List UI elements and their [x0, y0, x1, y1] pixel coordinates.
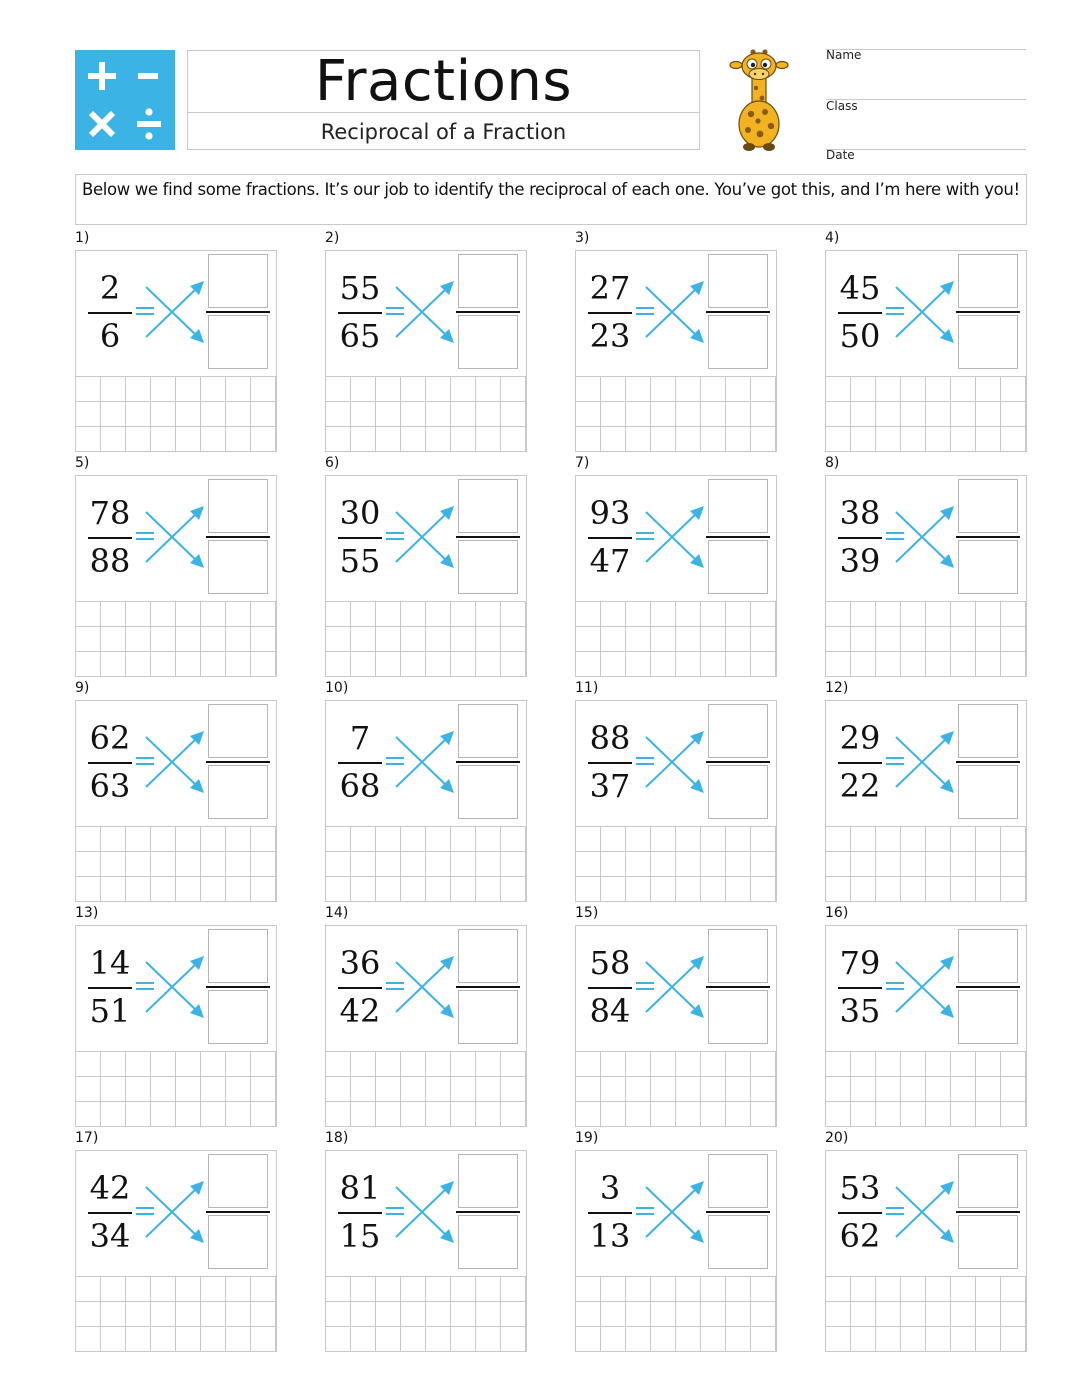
answer-numerator-box[interactable]	[708, 1154, 768, 1208]
answer-numerator-box[interactable]	[458, 479, 518, 533]
answer-denominator-box[interactable]	[208, 990, 268, 1044]
fraction-bar	[88, 762, 132, 764]
fraction-numerator: 55	[339, 269, 381, 307]
fraction-denominator: 84	[589, 992, 631, 1030]
problem-card	[325, 475, 527, 677]
work-grid[interactable]	[326, 826, 526, 902]
fraction-denominator: 23	[589, 317, 631, 355]
reciprocal-cross-arrow-icon	[634, 948, 708, 1020]
answer-numerator-box[interactable]	[708, 704, 768, 758]
fraction-denominator: 37	[589, 767, 631, 805]
problem-card	[825, 925, 1027, 1127]
work-grid[interactable]	[826, 601, 1026, 677]
fraction-numerator: 62	[89, 719, 131, 757]
problem-card	[325, 700, 527, 902]
problem-number: 17)	[75, 1130, 99, 1146]
answer-denominator-box[interactable]	[958, 765, 1018, 819]
problem-number: 10)	[325, 680, 349, 696]
worksheet-title: Fractions	[314, 49, 573, 114]
answer-fraction-bar	[206, 1211, 270, 1213]
problem-number: 15)	[575, 905, 599, 921]
problem-number: 20)	[825, 1130, 849, 1146]
answer-fraction-bar	[706, 1211, 770, 1213]
fraction-denominator: 47	[589, 542, 631, 580]
reciprocal-cross-arrow-icon	[884, 1173, 958, 1245]
answer-fraction-bar	[956, 986, 1020, 988]
worksheet-subtitle: Reciprocal of a Fraction	[320, 120, 567, 144]
problem-card	[325, 250, 527, 452]
work-grid[interactable]	[576, 601, 776, 677]
problem-number: 4)	[825, 230, 840, 246]
problem-card	[575, 475, 777, 677]
fraction-numerator: 7	[349, 719, 371, 757]
fraction-numerator: 88	[589, 719, 631, 757]
work-grid[interactable]	[76, 1276, 276, 1352]
answer-fraction-bar	[956, 761, 1020, 763]
fraction-numerator: 3	[599, 1169, 621, 1207]
fraction-numerator: 2	[99, 269, 121, 307]
answer-denominator-box[interactable]	[958, 990, 1018, 1044]
work-grid[interactable]	[826, 376, 1026, 452]
fraction-numerator: 81	[339, 1169, 381, 1207]
work-grid[interactable]	[576, 376, 776, 452]
answer-numerator-box[interactable]	[208, 479, 268, 533]
fraction-numerator: 38	[839, 494, 881, 532]
fraction-numerator: 36	[339, 944, 381, 982]
work-grid[interactable]	[826, 1051, 1026, 1127]
reciprocal-cross-arrow-icon	[634, 723, 708, 795]
answer-numerator-box[interactable]	[458, 704, 518, 758]
problem-card	[75, 475, 277, 677]
reciprocal-cross-arrow-icon	[884, 498, 958, 570]
answer-denominator-box[interactable]	[458, 1215, 518, 1269]
class-label: Class	[826, 99, 858, 113]
problem-number: 12)	[825, 680, 849, 696]
reciprocal-cross-arrow-icon	[384, 273, 458, 345]
name-label: Name	[826, 48, 862, 62]
answer-numerator-box[interactable]	[208, 929, 268, 983]
answer-fraction-bar	[456, 761, 520, 763]
answer-numerator-box[interactable]	[708, 479, 768, 533]
problem-card	[75, 700, 277, 902]
reciprocal-cross-arrow-icon	[384, 498, 458, 570]
problem-number: 13)	[75, 905, 99, 921]
answer-fraction-bar	[206, 311, 270, 313]
fraction-denominator: 65	[339, 317, 381, 355]
answer-numerator-box[interactable]	[208, 704, 268, 758]
divide-icon	[137, 108, 161, 139]
fraction-bar	[838, 762, 882, 764]
fraction-denominator: 50	[839, 317, 881, 355]
reciprocal-cross-arrow-icon	[634, 273, 708, 345]
times-icon	[91, 113, 113, 135]
fraction-denominator: 42	[339, 992, 381, 1030]
answer-denominator-box[interactable]	[958, 1215, 1018, 1269]
fraction-denominator: 51	[89, 992, 131, 1030]
reciprocal-cross-arrow-icon	[134, 498, 208, 570]
work-grid[interactable]	[76, 826, 276, 902]
fraction-bar	[88, 1212, 132, 1214]
problem-card	[825, 250, 1027, 452]
fraction-bar	[838, 537, 882, 539]
fraction-denominator: 22	[839, 767, 881, 805]
answer-denominator-box[interactable]	[208, 765, 268, 819]
answer-denominator-box[interactable]	[958, 315, 1018, 369]
problem-card	[575, 250, 777, 452]
fraction-numerator: 93	[589, 494, 631, 532]
fraction-bar	[588, 762, 632, 764]
class-field[interactable]	[826, 149, 1026, 150]
fraction-numerator: 42	[89, 1169, 131, 1207]
answer-numerator-box[interactable]	[958, 1154, 1018, 1208]
answer-numerator-box[interactable]	[458, 1154, 518, 1208]
work-grid[interactable]	[326, 601, 526, 677]
fraction-bar	[588, 1212, 632, 1214]
plus-icon	[88, 62, 116, 90]
fraction-numerator: 78	[89, 494, 131, 532]
title-box	[187, 50, 700, 150]
answer-numerator-box[interactable]	[958, 254, 1018, 308]
answer-denominator-box[interactable]	[458, 540, 518, 594]
fraction-numerator: 58	[589, 944, 631, 982]
problem-card	[825, 700, 1027, 902]
answer-denominator-box[interactable]	[208, 315, 268, 369]
answer-fraction-bar	[706, 311, 770, 313]
problem-card	[575, 925, 777, 1127]
fraction-denominator: 34	[89, 1217, 131, 1255]
minus-icon	[138, 73, 158, 79]
problem-card	[75, 1150, 277, 1352]
problem-card	[825, 1150, 1027, 1352]
reciprocal-cross-arrow-icon	[134, 273, 208, 345]
answer-fraction-bar	[706, 761, 770, 763]
problem-number: 5)	[75, 455, 90, 471]
fraction-numerator: 14	[89, 944, 131, 982]
answer-numerator-box[interactable]	[958, 479, 1018, 533]
work-grid[interactable]	[326, 1051, 526, 1127]
answer-fraction-bar	[956, 536, 1020, 538]
reciprocal-cross-arrow-icon	[384, 1173, 458, 1245]
answer-numerator-box[interactable]	[958, 929, 1018, 983]
reciprocal-cross-arrow-icon	[884, 273, 958, 345]
work-grid[interactable]	[576, 1276, 776, 1352]
fraction-denominator: 6	[99, 317, 121, 355]
answer-fraction-bar	[706, 986, 770, 988]
answer-denominator-box[interactable]	[458, 990, 518, 1044]
answer-denominator-box[interactable]	[208, 1215, 268, 1269]
problem-number: 9)	[75, 680, 90, 696]
fraction-denominator: 62	[839, 1217, 881, 1255]
reciprocal-cross-arrow-icon	[634, 498, 708, 570]
problem-card	[575, 700, 777, 902]
fraction-bar	[338, 312, 382, 314]
work-grid[interactable]	[576, 1051, 776, 1127]
fraction-bar	[588, 312, 632, 314]
fraction-bar	[838, 1212, 882, 1214]
answer-denominator-box[interactable]	[708, 1215, 768, 1269]
date-label: Date	[826, 148, 855, 162]
fraction-denominator: 39	[839, 542, 881, 580]
fraction-denominator: 63	[89, 767, 131, 805]
reciprocal-cross-arrow-icon	[134, 948, 208, 1020]
problem-number: 8)	[825, 455, 840, 471]
answer-denominator-box[interactable]	[958, 540, 1018, 594]
answer-denominator-box[interactable]	[708, 765, 768, 819]
fraction-bar	[588, 537, 632, 539]
work-grid[interactable]	[76, 601, 276, 677]
problem-number: 11)	[575, 680, 599, 696]
problem-card	[75, 250, 277, 452]
answer-fraction-bar	[956, 1211, 1020, 1213]
reciprocal-cross-arrow-icon	[134, 1173, 208, 1245]
problem-number: 16)	[825, 905, 849, 921]
problem-number: 19)	[575, 1130, 599, 1146]
answer-fraction-bar	[206, 761, 270, 763]
answer-numerator-box[interactable]	[458, 929, 518, 983]
fraction-numerator: 30	[339, 494, 381, 532]
reciprocal-cross-arrow-icon	[884, 948, 958, 1020]
fraction-bar	[838, 987, 882, 989]
fraction-bar	[338, 537, 382, 539]
fraction-numerator: 27	[589, 269, 631, 307]
fraction-numerator: 79	[839, 944, 881, 982]
fraction-denominator: 35	[839, 992, 881, 1030]
reciprocal-cross-arrow-icon	[384, 723, 458, 795]
fraction-bar	[338, 1212, 382, 1214]
answer-numerator-box[interactable]	[708, 254, 768, 308]
fraction-bar	[88, 312, 132, 314]
answer-fraction-bar	[456, 311, 520, 313]
answer-numerator-box[interactable]	[458, 254, 518, 308]
fraction-numerator: 53	[839, 1169, 881, 1207]
answer-fraction-bar	[956, 311, 1020, 313]
work-grid[interactable]	[326, 1276, 526, 1352]
problem-number: 3)	[575, 230, 590, 246]
instructions-text: Below we find some fractions. It’s our job to identify the reciprocal of each one. You’ve got this, and I’m here with you!	[75, 174, 1027, 225]
fraction-numerator: 29	[839, 719, 881, 757]
problem-card	[825, 475, 1027, 677]
problem-number: 2)	[325, 230, 340, 246]
problem-number: 14)	[325, 905, 349, 921]
reciprocal-cross-arrow-icon	[884, 723, 958, 795]
fraction-denominator: 68	[339, 767, 381, 805]
answer-numerator-box[interactable]	[708, 929, 768, 983]
problem-number: 6)	[325, 455, 340, 471]
work-grid[interactable]	[76, 376, 276, 452]
reciprocal-cross-arrow-icon	[384, 948, 458, 1020]
reciprocal-cross-arrow-icon	[634, 1173, 708, 1245]
problem-number: 7)	[575, 455, 590, 471]
answer-fraction-bar	[456, 1211, 520, 1213]
answer-fraction-bar	[206, 536, 270, 538]
answer-numerator-box[interactable]	[208, 254, 268, 308]
answer-denominator-box[interactable]	[708, 540, 768, 594]
fraction-denominator: 88	[89, 542, 131, 580]
math-operators-logo	[75, 50, 175, 150]
work-grid[interactable]	[826, 1276, 1026, 1352]
answer-denominator-box[interactable]	[458, 765, 518, 819]
work-grid[interactable]	[76, 1051, 276, 1127]
work-grid[interactable]	[576, 826, 776, 902]
problem-card	[75, 925, 277, 1127]
fraction-bar	[838, 312, 882, 314]
problem-card	[325, 925, 527, 1127]
fraction-bar	[338, 762, 382, 764]
answer-denominator-box[interactable]	[708, 990, 768, 1044]
reciprocal-cross-arrow-icon	[134, 723, 208, 795]
answer-fraction-bar	[206, 986, 270, 988]
fraction-numerator: 45	[839, 269, 881, 307]
problem-number: 18)	[325, 1130, 349, 1146]
fraction-bar	[588, 987, 632, 989]
fraction-bar	[88, 537, 132, 539]
problem-number: 1)	[75, 230, 90, 246]
fraction-denominator: 55	[339, 542, 381, 580]
answer-fraction-bar	[456, 986, 520, 988]
giraffe-mascot-icon	[727, 48, 791, 152]
fraction-bar	[88, 987, 132, 989]
answer-denominator-box[interactable]	[208, 540, 268, 594]
work-grid[interactable]	[326, 376, 526, 452]
fraction-denominator: 13	[589, 1217, 631, 1255]
answer-denominator-box[interactable]	[708, 315, 768, 369]
answer-numerator-box[interactable]	[958, 704, 1018, 758]
answer-fraction-bar	[706, 536, 770, 538]
work-grid[interactable]	[826, 826, 1026, 902]
answer-denominator-box[interactable]	[458, 315, 518, 369]
fraction-bar	[338, 987, 382, 989]
fraction-denominator: 15	[339, 1217, 381, 1255]
answer-numerator-box[interactable]	[208, 1154, 268, 1208]
answer-fraction-bar	[456, 536, 520, 538]
problem-card	[575, 1150, 777, 1352]
problem-card	[325, 1150, 527, 1352]
